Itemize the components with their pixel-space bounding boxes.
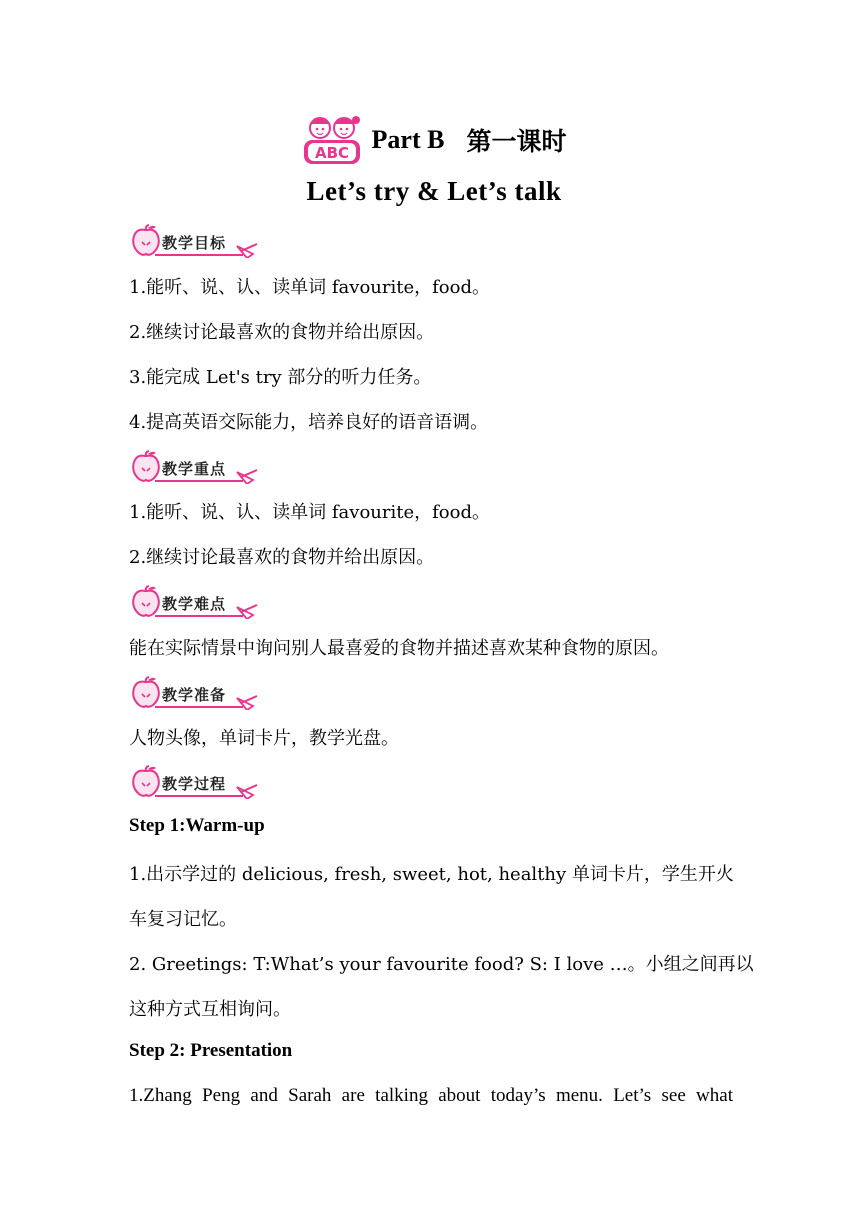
key-point-2: 2.继续讨论最喜欢的食物并给出原因。: [129, 547, 435, 568]
step-2-item-1-line-1: 1.Zhang Peng and Sarah are talking about today’s menu. Let’s see what: [129, 1085, 733, 1106]
section-heading-objectives: [129, 224, 226, 258]
step-1-item-2-line-1: 2. Greetings: T:What’s your favourite food? S: I love …。小组之间再以: [129, 954, 754, 975]
step-1-item-2-line-2: 这种方式互相询问。: [129, 999, 291, 1020]
preparation-text: 人物头像，单词卡片，教学光盘。: [129, 728, 399, 749]
section-heading-difficulties: [129, 585, 226, 619]
abc-kids-logo-icon: [300, 112, 366, 168]
section-heading-key-points: [129, 450, 226, 484]
section-heading-text: 教学目标: [162, 233, 227, 252]
part-label: Part B: [371, 125, 445, 154]
section-heading-text: 教学准备: [162, 685, 227, 704]
key-point-1: 1.能听、说、认、读单词 favourite，food。: [129, 502, 490, 523]
svg-text:ABC: ABC: [314, 144, 349, 162]
objective-4: 4.提高英语交际能力，培养良好的语音语调。: [129, 412, 489, 433]
title-row: [0, 112, 860, 168]
lesson-time: 第一课时: [466, 127, 567, 156]
step-1-item-1-line-2: 车复习记忆。: [129, 909, 237, 930]
section-heading-preparation: [129, 676, 226, 710]
objective-3: 3.能完成 Let's try 部分的听力任务。: [129, 367, 432, 388]
objective-2: 2.继续讨论最喜欢的食物并给出原因。: [129, 322, 435, 343]
section-heading-text: 教学难点: [162, 594, 227, 613]
step-2-title: Step 2: Presentation: [129, 1040, 293, 1061]
section-heading-text: 教学重点: [162, 459, 227, 478]
difficulty-text: 能在实际情景中询问别人最喜爱的食物并描述喜欢某种食物的原因。: [129, 638, 669, 659]
section-heading-text: 教学过程: [162, 774, 227, 793]
step-1-item-1-line-1: 1.出示学过的 delicious, fresh, sweet, hot, healthy 单词卡片，学生开火: [129, 864, 734, 885]
lesson-subtitle: Let’s try & Let’s talk: [306, 176, 562, 206]
section-heading-process: [129, 765, 226, 799]
objective-1: 1.能听、说、认、读单词 favourite，food。: [129, 277, 490, 298]
step-1-title: Step 1:Warm-up: [129, 815, 265, 836]
